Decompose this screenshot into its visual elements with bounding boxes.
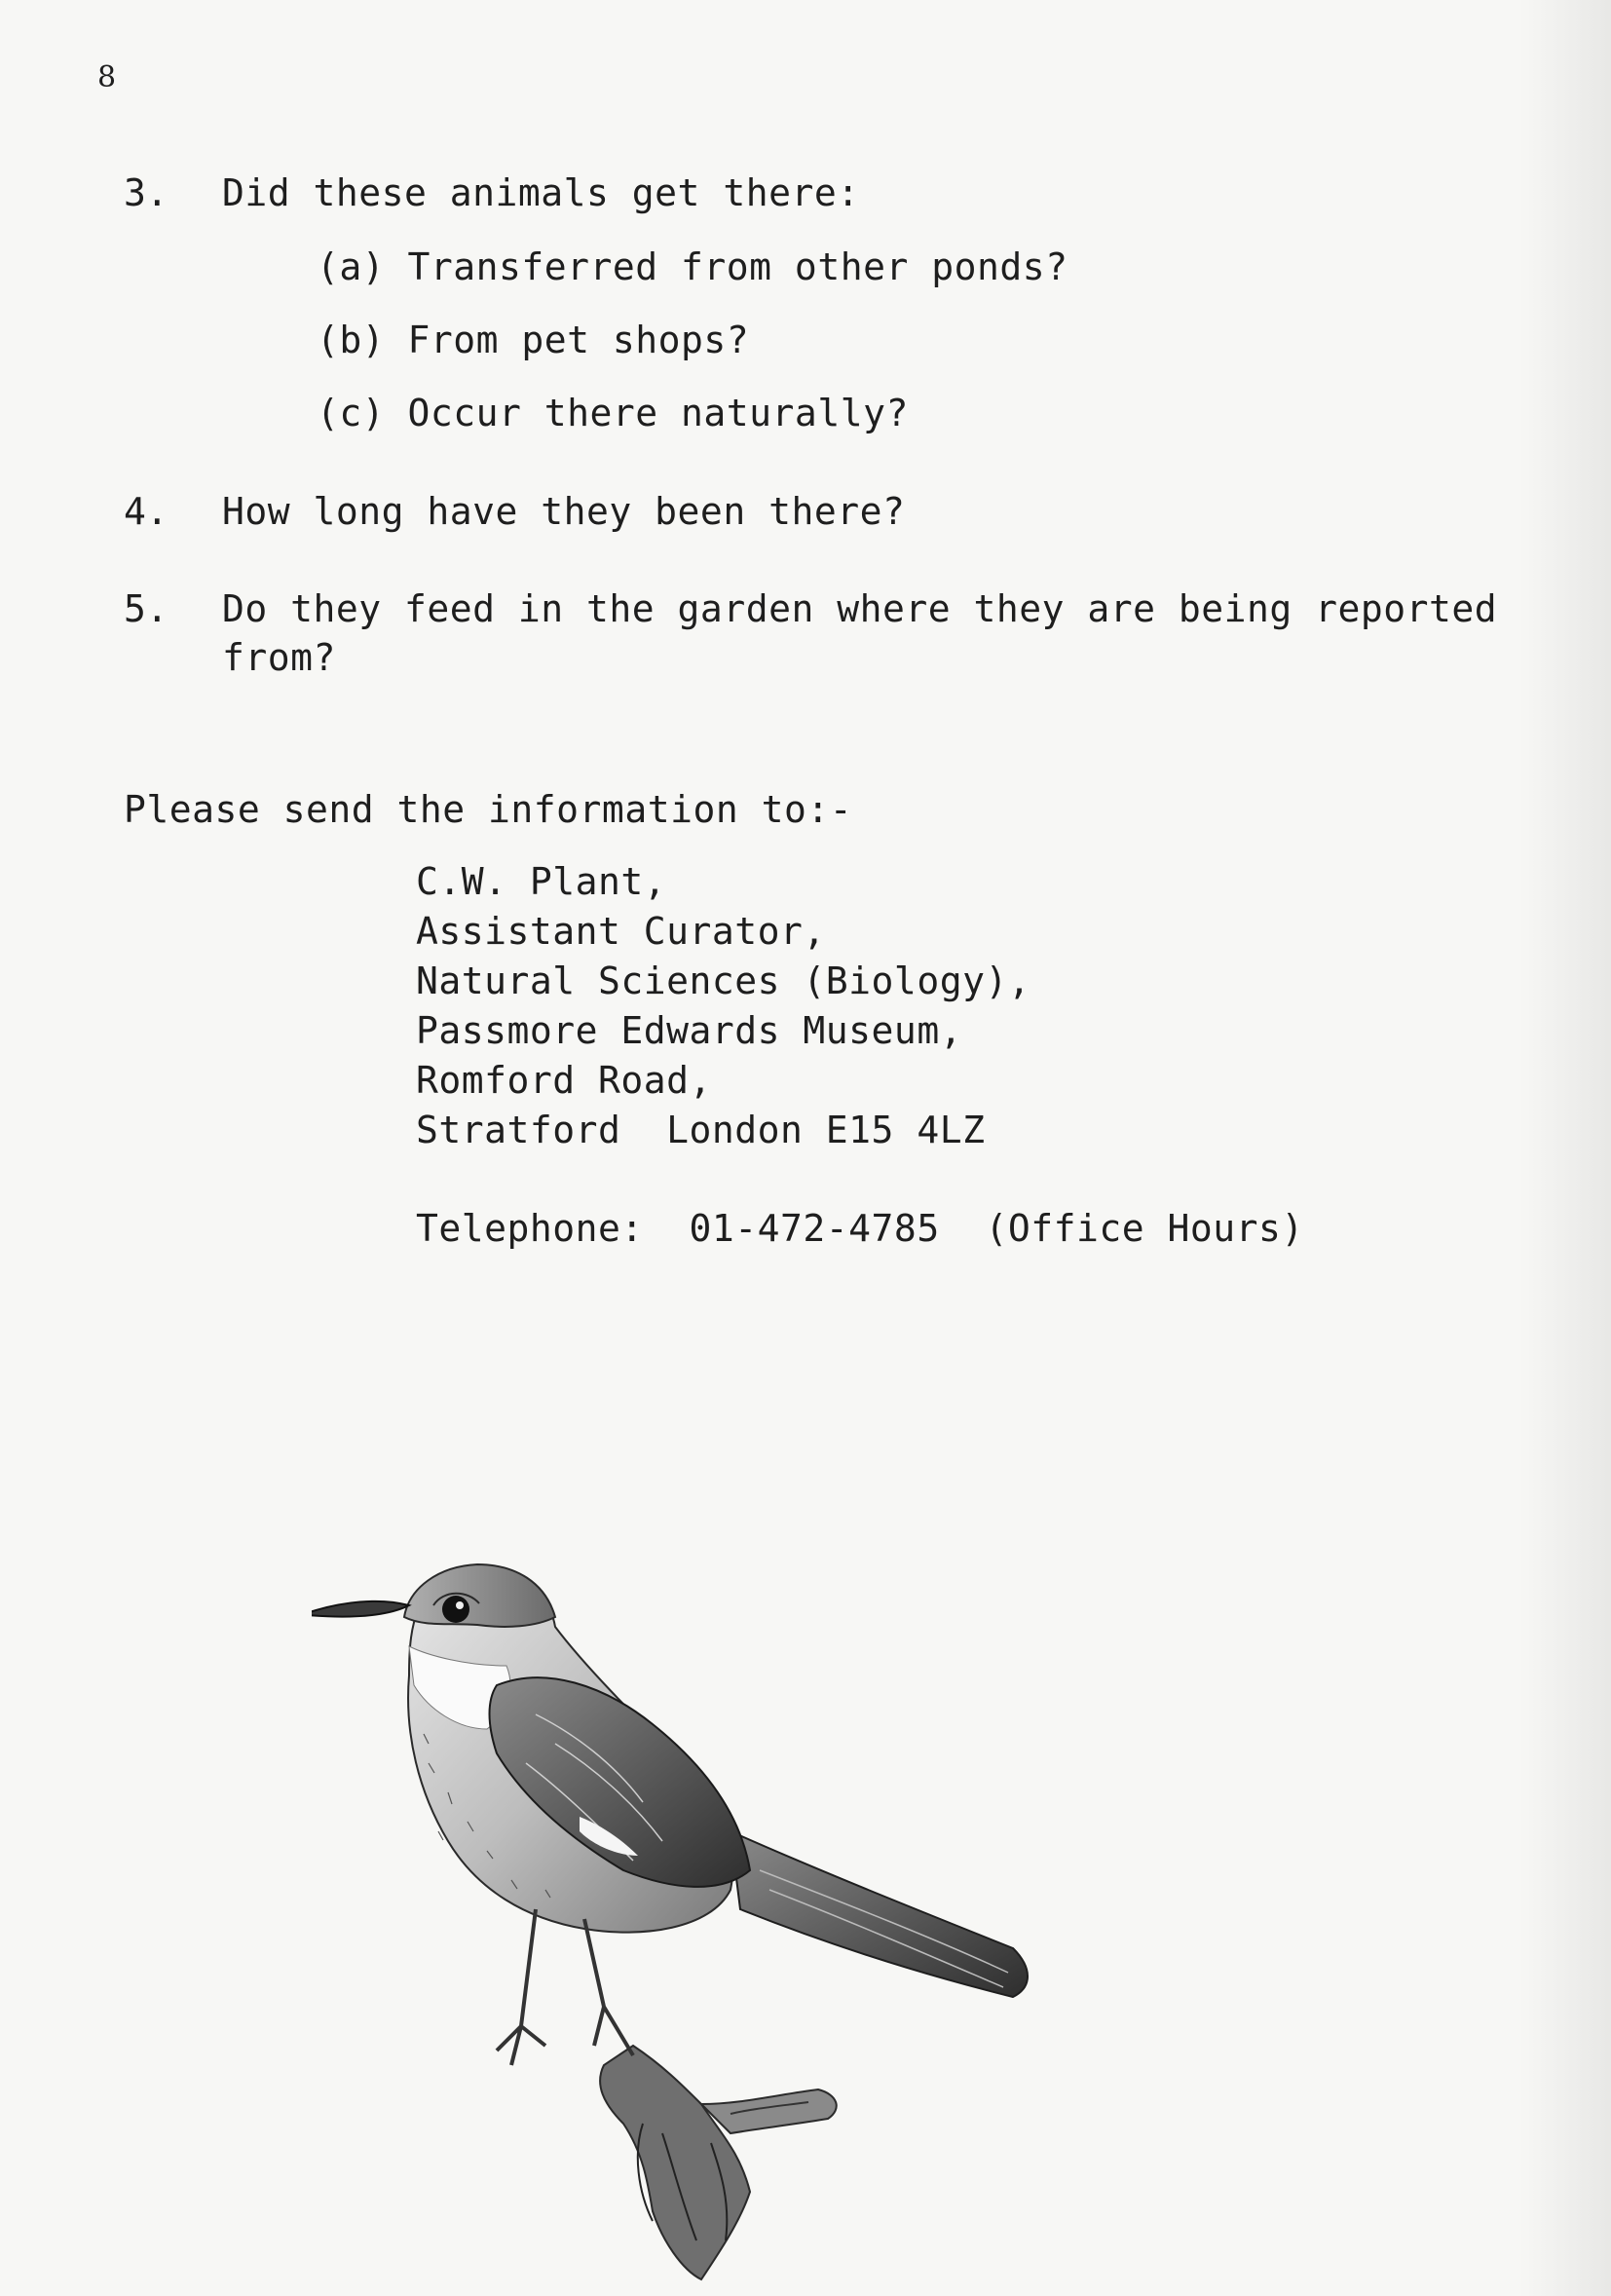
question-3-option-b: (b) From pet shops?	[317, 319, 750, 361]
send-info-intro: Please send the information to:-	[124, 788, 853, 831]
question-5-number: 5.	[124, 587, 169, 630]
bird-head	[404, 1564, 555, 1627]
question-5-text-continued: from?	[222, 636, 336, 679]
branch	[600, 2046, 837, 2279]
bird-illustration	[312, 1520, 1208, 2289]
page-number: 8	[97, 60, 117, 94]
bird-tail	[731, 1831, 1028, 1997]
address-line: Stratford London E15 4LZ	[416, 1109, 986, 1151]
address-line: Assistant Curator,	[416, 910, 826, 953]
address-line: Romford Road,	[416, 1059, 712, 1102]
contact-address	[416, 857, 1030, 1155]
question-3-option-a: (a) Transferred from other ponds?	[317, 245, 1068, 288]
question-4-text: How long have they been there?	[222, 490, 906, 533]
question-4-number: 4.	[124, 490, 169, 533]
question-3-text: Did these animals get there:	[222, 171, 860, 214]
address-line: C.W. Plant,	[416, 860, 667, 903]
address-line: Natural Sciences (Biology),	[416, 960, 1031, 1002]
question-3-number: 3.	[124, 171, 169, 214]
question-3-option-c: (c) Occur there naturally?	[317, 392, 909, 434]
question-5-text: Do they feed in the garden where they are being reported	[222, 587, 1498, 630]
bird-eye	[442, 1596, 469, 1623]
bird-legs	[497, 1909, 545, 2065]
telephone-line: Telephone: 01-472-4785 (Office Hours)	[416, 1207, 1304, 1250]
bird-beak	[312, 1601, 409, 1617]
address-line: Passmore Edwards Museum,	[416, 1009, 963, 1052]
